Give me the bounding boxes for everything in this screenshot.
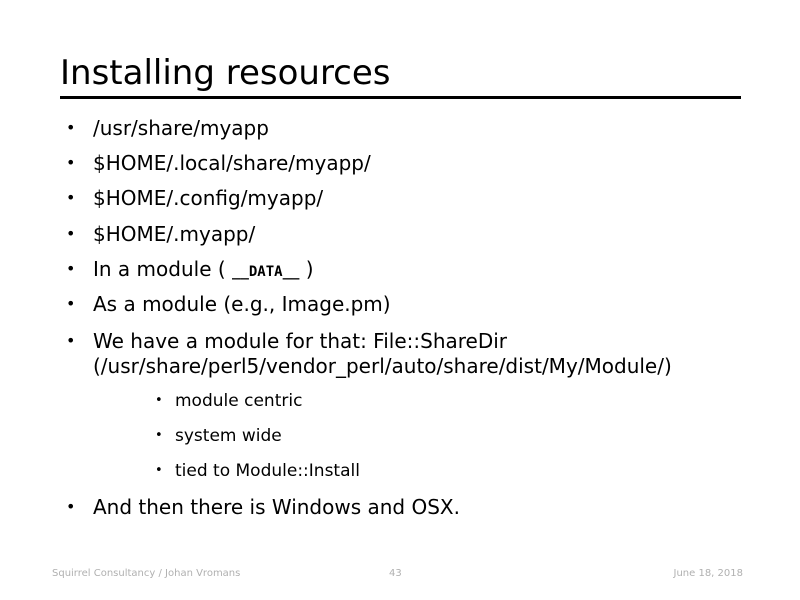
bullet-text-line2: (/usr/share/perl5/vendor_perl/auto/share/dist/My/Module/)	[93, 354, 672, 378]
bullet-item-home-myapp	[66, 222, 256, 246]
subbullet-module-centric	[155, 390, 303, 412]
bullet-dot: •	[66, 259, 76, 278]
bullet-text-line1: We have a module for that: File::ShareDir	[93, 329, 508, 353]
bullet-dot: •	[66, 118, 76, 137]
bullet-text: And then there is Windows and OSX.	[93, 495, 460, 519]
bullet-text-suffix: )	[299, 257, 314, 281]
bullet-text: $HOME/.local/share/myapp/	[93, 151, 371, 175]
bullet-item-windows-osx	[66, 495, 460, 519]
bullet-item-sharedir-path	[93, 354, 672, 378]
subbullet-text: system wide	[175, 426, 282, 446]
bullet-item-config	[66, 186, 324, 210]
bullet-item-as-module	[66, 292, 391, 316]
bullet-dot: •	[66, 224, 76, 243]
subbullet-text: module centric	[175, 391, 303, 411]
title-underline	[60, 96, 741, 99]
subbullet-dot: •	[155, 428, 163, 443]
bullet-text: $HOME/.config/myapp/	[93, 186, 324, 210]
bullet-item-sharedir	[66, 329, 508, 353]
subbullet-module-install	[155, 460, 360, 482]
bullet-item-in-module	[66, 257, 314, 284]
slide-title: Installing resources	[60, 53, 391, 93]
bullet-item-local-share	[66, 151, 371, 175]
subbullet-dot: •	[155, 393, 163, 408]
footer-page-number: 43	[389, 568, 402, 579]
subbullet-system-wide	[155, 425, 282, 447]
bullet-dot: •	[66, 153, 76, 172]
subbullet-text: tied to Module::Install	[175, 461, 360, 481]
bullet-dot: •	[66, 497, 76, 516]
bullet-item-usr-share	[66, 116, 269, 140]
bullet-dot: •	[66, 188, 76, 207]
footer-author: Squirrel Consultancy / Johan Vromans	[52, 568, 241, 579]
bullet-text: As a module (e.g., Image.pm)	[93, 292, 391, 316]
footer-date: June 18, 2018	[673, 568, 743, 579]
subbullet-dot: •	[155, 463, 163, 478]
bullet-dot: •	[66, 294, 76, 313]
bullet-dot: •	[66, 331, 76, 350]
bullet-text: $HOME/.myapp/	[93, 222, 256, 246]
data-token-code: __DATA__	[232, 264, 300, 280]
bullet-text: /usr/share/myapp	[93, 116, 269, 140]
bullet-text-prefix: In a module (	[93, 257, 233, 281]
